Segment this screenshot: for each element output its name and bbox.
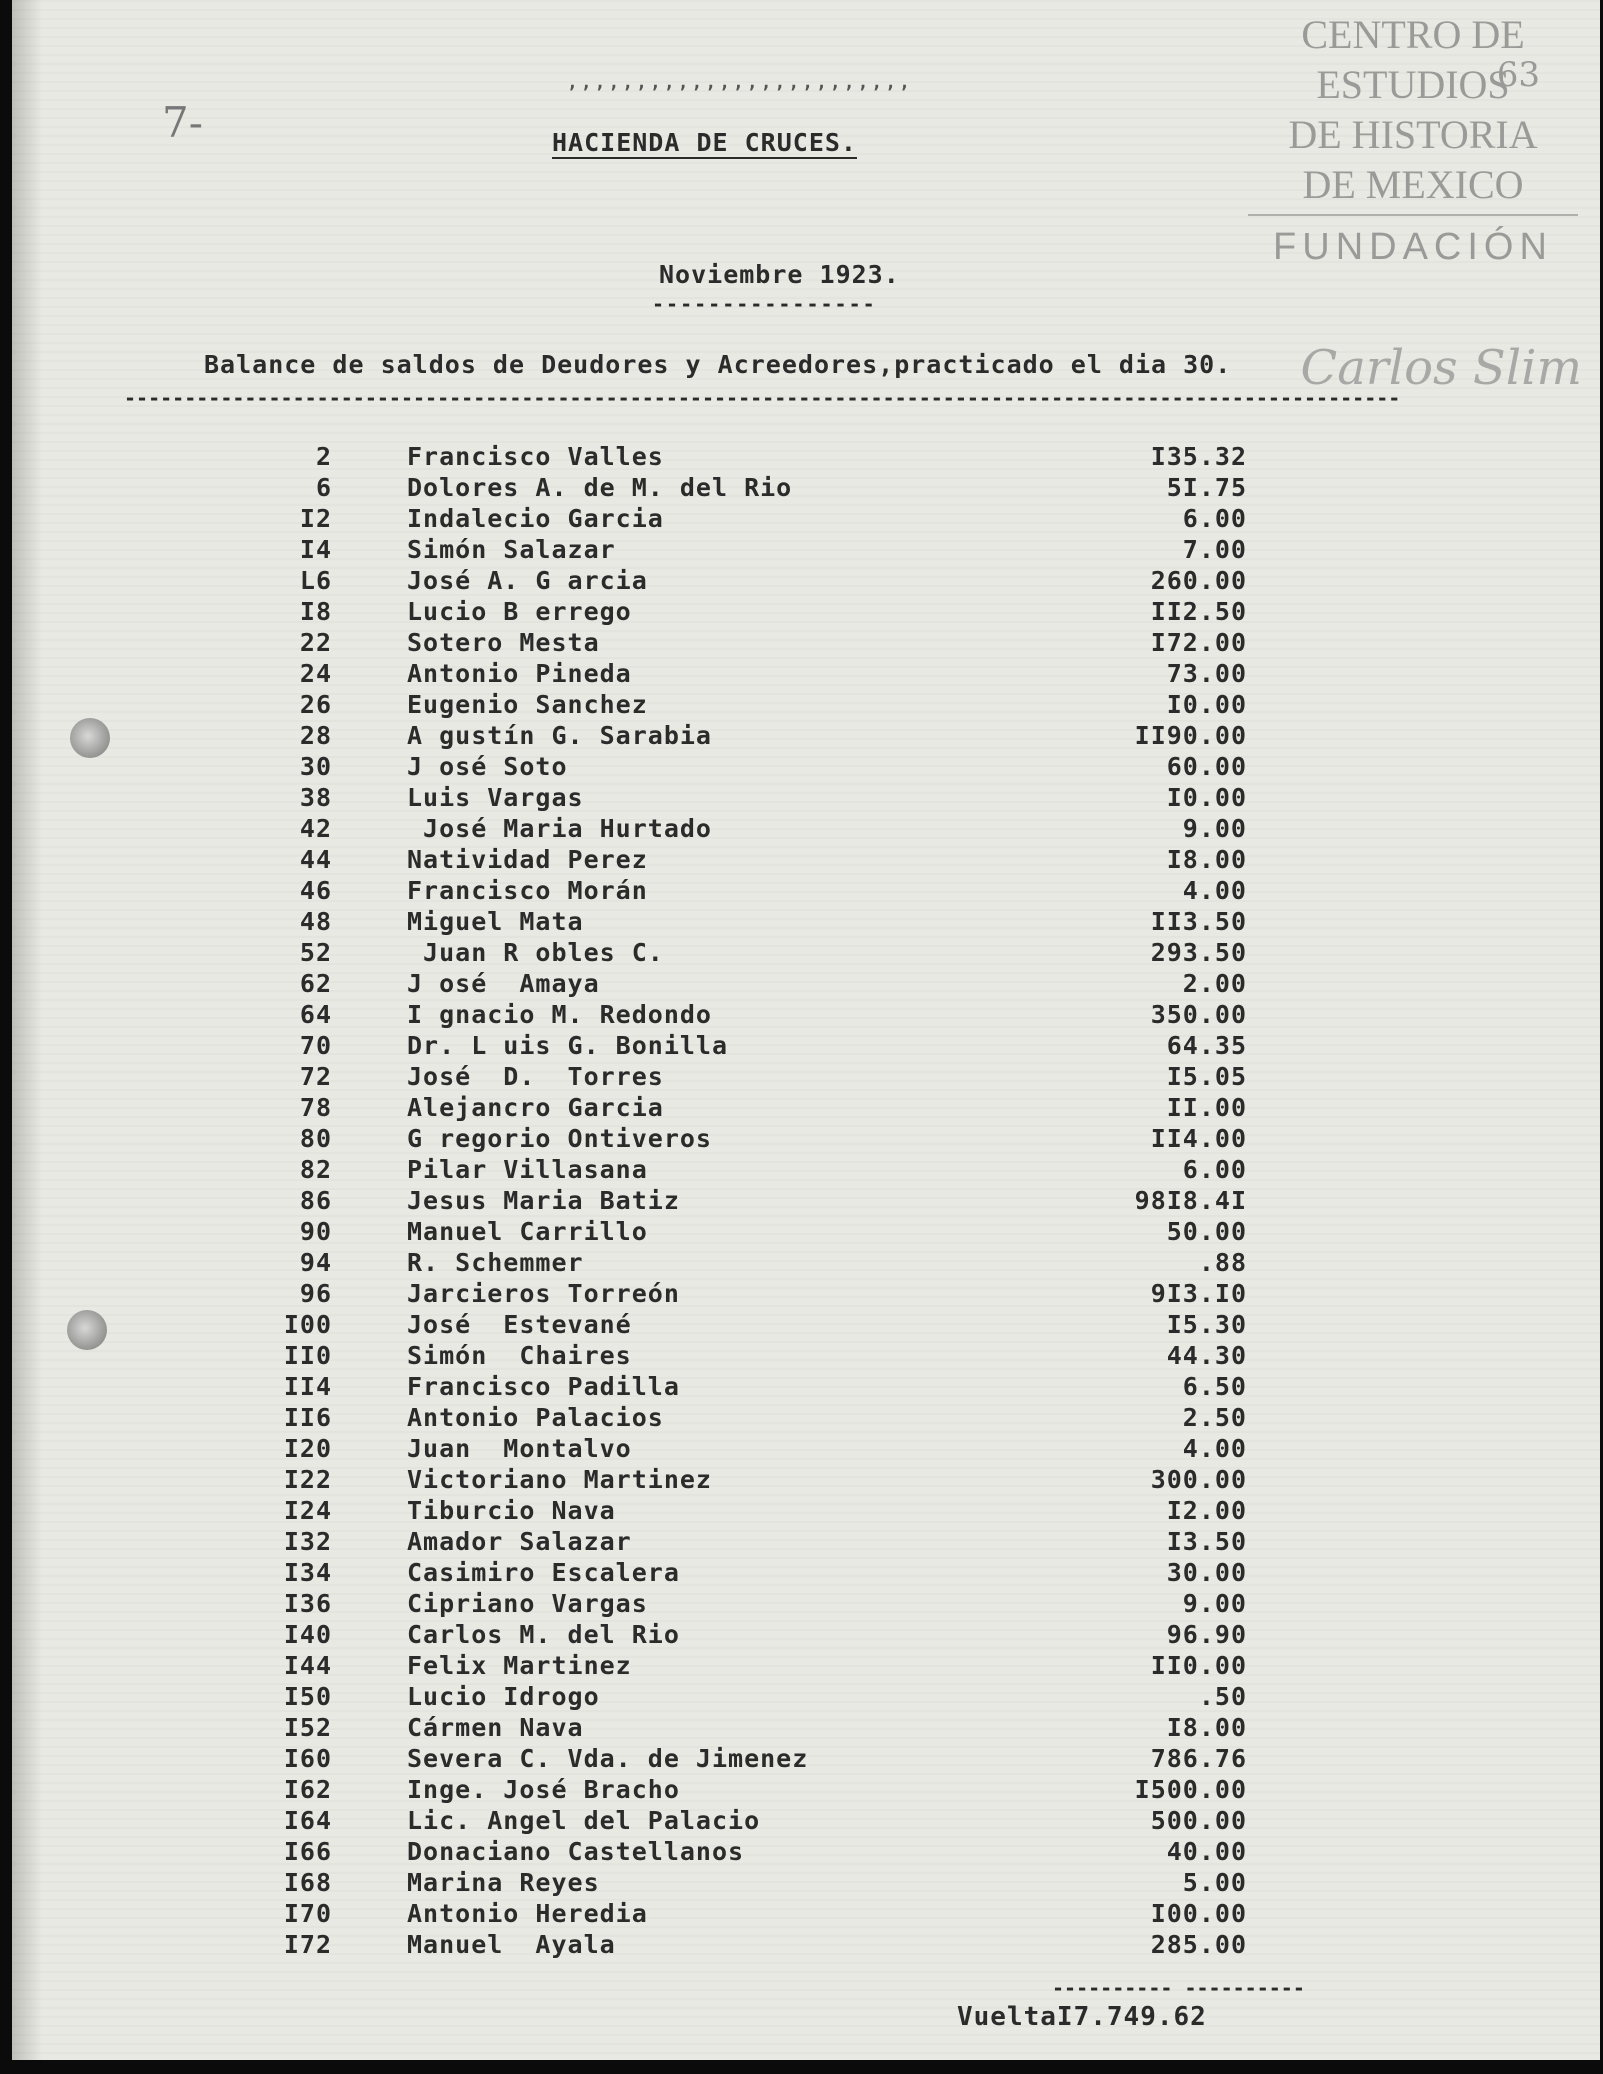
list-item — [12, 597, 1412, 628]
entry-amount: 30.00 — [1166, 1558, 1247, 1587]
list-item — [12, 1372, 1412, 1403]
entry-number: 6 — [315, 473, 332, 502]
list-item — [12, 1651, 1412, 1682]
entry-name: Alejancro Garcia — [407, 1093, 664, 1122]
entry-amount: 50.00 — [1166, 1217, 1247, 1246]
entry-name: Lucio Idrogo — [407, 1682, 600, 1711]
list-item — [12, 1930, 1412, 1961]
entry-amount: II90.00 — [1134, 721, 1247, 750]
list-item — [12, 1093, 1412, 1124]
entry-number: 86 — [299, 1186, 332, 1215]
entry-name: Juan Montalvo — [407, 1434, 632, 1463]
entry-amount: I2.00 — [1166, 1496, 1247, 1525]
entry-amount: I5.30 — [1166, 1310, 1247, 1339]
list-item — [12, 1713, 1412, 1744]
list-item — [12, 752, 1412, 783]
entry-number: 72 — [299, 1062, 332, 1091]
entry-amount: I0.00 — [1166, 690, 1247, 719]
list-item — [12, 1620, 1412, 1651]
entry-amount: 500.00 — [1150, 1806, 1247, 1835]
entry-amount: 9.00 — [1182, 1589, 1247, 1618]
period-underline: ---------------- — [652, 292, 877, 316]
entry-name: Manuel Ayala — [407, 1930, 616, 1959]
entry-name: Inge. José Bracho — [407, 1775, 680, 1804]
entry-number: I8 — [299, 597, 332, 626]
entry-number: I2 — [299, 504, 332, 533]
entry-name: Dolores A. de M. del Rio — [407, 473, 793, 502]
entry-amount: 786.76 — [1150, 1744, 1247, 1773]
entry-name: I gnacio M. Redondo — [407, 1000, 712, 1029]
list-item — [12, 504, 1412, 535]
list-item — [12, 1806, 1412, 1837]
entry-number: 38 — [299, 783, 332, 812]
entry-amount: 6.00 — [1182, 1155, 1247, 1184]
entry-number: 80 — [299, 1124, 332, 1153]
entry-amount: II0.00 — [1150, 1651, 1247, 1680]
entry-amount: 40.00 — [1166, 1837, 1247, 1866]
list-item — [12, 442, 1412, 473]
list-item — [12, 721, 1412, 752]
entry-name: Cipriano Vargas — [407, 1589, 648, 1618]
entry-amount: I3.50 — [1166, 1527, 1247, 1556]
entry-name: Amador Salazar — [407, 1527, 632, 1556]
list-item — [12, 1744, 1412, 1775]
entry-amount: 300.00 — [1150, 1465, 1247, 1494]
entry-number: I68 — [283, 1868, 332, 1897]
entry-name: Sotero Mesta — [407, 628, 600, 657]
entry-name: A gustín G. Sarabia — [407, 721, 712, 750]
entry-name: Lic. Angel del Palacio — [407, 1806, 761, 1835]
entry-name: Carlos M. del Rio — [407, 1620, 680, 1649]
total-rule: ---------- ---------- — [1052, 1976, 1305, 2000]
entry-number: L6 — [299, 566, 332, 595]
entry-name: José Estevané — [407, 1310, 632, 1339]
list-item — [12, 907, 1412, 938]
entry-amount: 6.50 — [1182, 1372, 1247, 1401]
entry-number: 52 — [299, 938, 332, 967]
entry-number: I32 — [283, 1527, 332, 1556]
entry-name: Severa C. Vda. de Jimenez — [407, 1744, 809, 1773]
list-item — [12, 938, 1412, 969]
list-item — [12, 1310, 1412, 1341]
entry-number: I24 — [283, 1496, 332, 1525]
list-item — [12, 1124, 1412, 1155]
list-item — [12, 1465, 1412, 1496]
entry-number: 26 — [299, 690, 332, 719]
list-item — [12, 1062, 1412, 1093]
stamp-line-3: DE HISTORIA — [1288, 112, 1538, 157]
list-item — [12, 1341, 1412, 1372]
entry-number: I44 — [283, 1651, 332, 1680]
list-item — [12, 1403, 1412, 1434]
entry-name: Manuel Carrillo — [407, 1217, 648, 1246]
entry-amount: 98I8.4I — [1134, 1186, 1247, 1215]
entry-name: Tiburcio Nava — [407, 1496, 616, 1525]
entry-amount: II2.50 — [1150, 597, 1247, 626]
list-item — [12, 783, 1412, 814]
entry-name: Victoriano Martinez — [407, 1465, 712, 1494]
entry-name: Francisco Valles — [407, 442, 664, 471]
entry-amount: .50 — [1198, 1682, 1247, 1711]
entry-name: José Maria Hurtado — [407, 814, 712, 843]
list-item — [12, 1837, 1412, 1868]
list-item — [12, 969, 1412, 1000]
entry-amount: 44.30 — [1166, 1341, 1247, 1370]
entry-name: Miguel Mata — [407, 907, 584, 936]
list-item — [12, 1682, 1412, 1713]
entry-number: 22 — [299, 628, 332, 657]
document-subtitle: Balance de saldos de Deudores y Acreedores,practicado el dia 30. — [204, 350, 1232, 379]
entry-number: II6 — [283, 1403, 332, 1432]
entry-number: 82 — [299, 1155, 332, 1184]
entry-number: I50 — [283, 1682, 332, 1711]
stamp-line-5: FUNDACIÓN — [1273, 226, 1553, 268]
entry-name: Jarcieros Torreón — [407, 1279, 680, 1308]
entry-number: I62 — [283, 1775, 332, 1804]
entry-name: Natividad Perez — [407, 845, 648, 874]
entry-number: I64 — [283, 1806, 332, 1835]
entry-name: Donaciano Castellanos — [407, 1837, 745, 1866]
list-item — [12, 1248, 1412, 1279]
entry-number: 24 — [299, 659, 332, 688]
total-value: I7.749.62 — [1056, 2002, 1207, 2032]
entry-amount: 6.00 — [1182, 504, 1247, 533]
entry-number: I22 — [283, 1465, 332, 1494]
entry-name: Jesus Maria Batiz — [407, 1186, 680, 1215]
entry-amount: 7.00 — [1182, 535, 1247, 564]
entry-amount: II3.50 — [1150, 907, 1247, 936]
entries-list — [12, 442, 1412, 1961]
list-item — [12, 1000, 1412, 1031]
list-item — [12, 566, 1412, 597]
entry-amount: 96.90 — [1166, 1620, 1247, 1649]
entry-name: Marina Reyes — [407, 1868, 600, 1897]
folio-number: 63 — [1496, 55, 1540, 95]
list-item — [12, 1589, 1412, 1620]
entry-number: 48 — [299, 907, 332, 936]
entry-number: 94 — [299, 1248, 332, 1277]
entry-amount: 5I.75 — [1166, 473, 1247, 502]
entry-amount: I72.00 — [1150, 628, 1247, 657]
entry-name: José A. G arcia — [407, 566, 648, 595]
entry-name: Luis Vargas — [407, 783, 584, 812]
entry-number: 90 — [299, 1217, 332, 1246]
entry-number: I00 — [283, 1310, 332, 1339]
entry-amount: I500.00 — [1134, 1775, 1247, 1804]
entry-amount: II.00 — [1166, 1093, 1247, 1122]
entry-number: 62 — [299, 969, 332, 998]
stamp-signature: Carlos Slim — [1300, 340, 1582, 396]
entry-number: I34 — [283, 1558, 332, 1587]
stamp-line-1: CENTRO DE — [1301, 12, 1525, 57]
list-item — [12, 473, 1412, 504]
entry-amount: I8.00 — [1166, 845, 1247, 874]
entry-name: J osé Soto — [407, 752, 568, 781]
entry-number: II4 — [283, 1372, 332, 1401]
list-item — [12, 1496, 1412, 1527]
subtitle-rule: ---------------------------------------------------------------------------------------------------------- — [124, 386, 1401, 410]
entry-amount: 2.50 — [1182, 1403, 1247, 1432]
entry-name: Felix Martinez — [407, 1651, 632, 1680]
entry-number: 64 — [299, 1000, 332, 1029]
entry-amount: I0.00 — [1166, 783, 1247, 812]
list-item — [12, 628, 1412, 659]
stamp-line-4: DE MEXICO — [1248, 160, 1578, 216]
entry-name: Cármen Nava — [407, 1713, 584, 1742]
entry-name: Eugenio Sanchez — [407, 690, 648, 719]
entry-name: Antonio Heredia — [407, 1899, 648, 1928]
entry-amount: I35.32 — [1150, 442, 1247, 471]
entry-amount: 293.50 — [1150, 938, 1247, 967]
entry-name: R. Schemmer — [407, 1248, 584, 1277]
entry-name: José D. Torres — [407, 1062, 664, 1091]
entry-number: I52 — [283, 1713, 332, 1742]
list-item — [12, 814, 1412, 845]
list-item — [12, 1868, 1412, 1899]
entry-number: 28 — [299, 721, 332, 750]
entry-name: G regorio Ontiveros — [407, 1124, 712, 1153]
total-line — [957, 2002, 1207, 2032]
list-item — [12, 1527, 1412, 1558]
entry-name: Antonio Pineda — [407, 659, 632, 688]
entry-amount: .88 — [1198, 1248, 1247, 1277]
entry-amount: 9I3.I0 — [1150, 1279, 1247, 1308]
entry-name: Indalecio Garcia — [407, 504, 664, 533]
entry-number: 44 — [299, 845, 332, 874]
entry-number: 96 — [299, 1279, 332, 1308]
entry-name: Antonio Palacios — [407, 1403, 664, 1432]
list-item — [12, 690, 1412, 721]
entry-name: Juan R obles C. — [407, 938, 664, 967]
list-item — [12, 1899, 1412, 1930]
entry-name: Francisco Morán — [407, 876, 648, 905]
entry-amount: 4.00 — [1182, 1434, 1247, 1463]
entry-name: Simón Chaires — [407, 1341, 632, 1370]
entry-name: Simón Salazar — [407, 535, 616, 564]
entry-number: I20 — [283, 1434, 332, 1463]
document-title: HACIENDA DE CRUCES. — [552, 128, 857, 157]
list-item — [12, 535, 1412, 566]
entry-number: 30 — [299, 752, 332, 781]
list-item — [12, 1186, 1412, 1217]
list-item — [12, 1279, 1412, 1310]
list-item — [12, 1434, 1412, 1465]
entry-name: Casimiro Escalera — [407, 1558, 680, 1587]
entry-amount: 64.35 — [1166, 1031, 1247, 1060]
entry-name: J osé Amaya — [407, 969, 600, 998]
entry-amount: II4.00 — [1150, 1124, 1247, 1153]
list-item — [12, 845, 1412, 876]
entry-number: 70 — [299, 1031, 332, 1060]
entry-amount: I5.05 — [1166, 1062, 1247, 1091]
entry-amount: I00.00 — [1150, 1899, 1247, 1928]
entry-number: 78 — [299, 1093, 332, 1122]
entry-amount: 2.00 — [1182, 969, 1247, 998]
list-item — [12, 1558, 1412, 1589]
list-item — [12, 1775, 1412, 1806]
archive-stamp — [1248, 10, 1578, 272]
entry-number: I70 — [283, 1899, 332, 1928]
list-item — [12, 1031, 1412, 1062]
entry-name: Pilar Villasana — [407, 1155, 648, 1184]
entry-amount: 285.00 — [1150, 1930, 1247, 1959]
document-period: Noviembre 1923. — [659, 260, 900, 289]
list-item — [12, 1155, 1412, 1186]
entry-amount: 73.00 — [1166, 659, 1247, 688]
entry-name: Dr. L uis G. Bonilla — [407, 1031, 729, 1060]
entry-number: 46 — [299, 876, 332, 905]
entry-name: Francisco Padilla — [407, 1372, 680, 1401]
entry-number: I36 — [283, 1589, 332, 1618]
entry-amount: 5.00 — [1182, 1868, 1247, 1897]
entry-number: 42 — [299, 814, 332, 843]
entry-number: 2 — [315, 442, 332, 471]
entry-amount: 9.00 — [1182, 814, 1247, 843]
entry-amount: 4.00 — [1182, 876, 1247, 905]
entry-amount: I8.00 — [1166, 1713, 1247, 1742]
entry-amount: 260.00 — [1150, 566, 1247, 595]
entry-number: I4 — [299, 535, 332, 564]
pencil-mark: 7- — [162, 98, 203, 147]
entry-amount: 350.00 — [1150, 1000, 1247, 1029]
top-dotted-line: ,,,,,,,,,,,,,,,,,,,,,,,,, — [567, 72, 913, 93]
entry-number: I60 — [283, 1744, 332, 1773]
entry-number: I66 — [283, 1837, 332, 1866]
list-item — [12, 659, 1412, 690]
list-item — [12, 1217, 1412, 1248]
document-page — [12, 0, 1600, 2060]
entry-number: I40 — [283, 1620, 332, 1649]
total-label: Vuelta — [957, 2002, 1057, 2032]
entry-amount: 60.00 — [1166, 752, 1247, 781]
entry-number: I72 — [283, 1930, 332, 1959]
list-item — [12, 876, 1412, 907]
entry-number: II0 — [283, 1341, 332, 1370]
stamp-line-2: ESTUDIOS — [1316, 62, 1510, 107]
entry-name: Lucio B errego — [407, 597, 632, 626]
